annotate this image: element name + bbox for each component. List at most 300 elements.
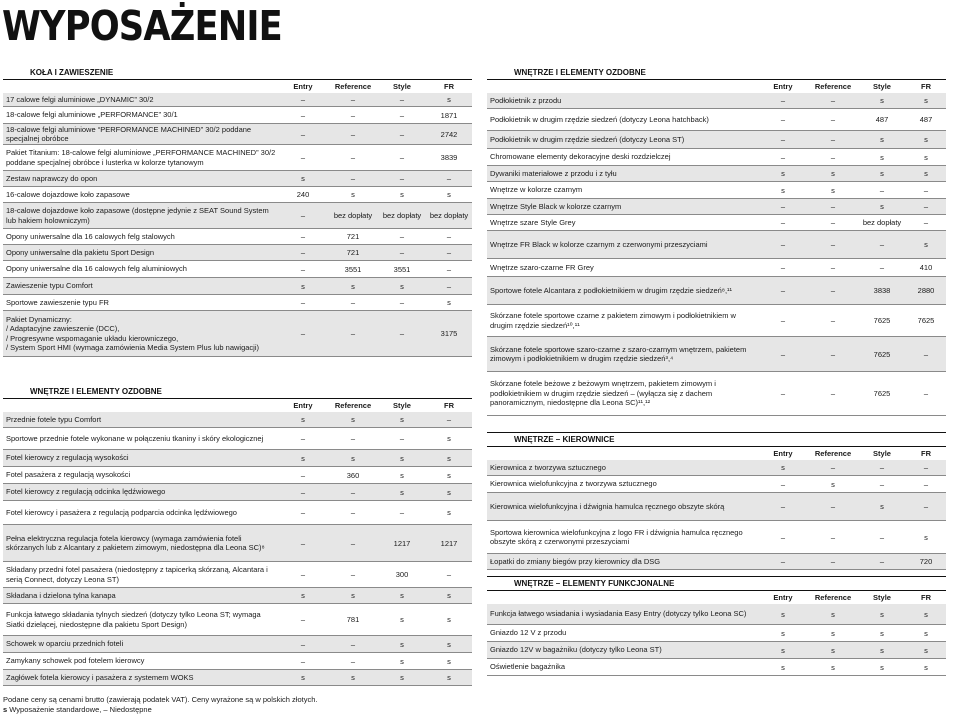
row-value-reference: s xyxy=(831,479,835,489)
table-row xyxy=(3,428,472,450)
row-value-style: – xyxy=(879,557,885,566)
row-value-reference: 360 xyxy=(346,470,360,480)
row-value-entry: – xyxy=(300,264,306,274)
column-header-style: Style xyxy=(873,449,891,458)
column-header-spacer xyxy=(487,80,758,93)
row-label: Pełna elektryczna regulacja fotela kierowcy (wymaga zamówienia foteli skórzanych lub z Alcantary z pakietem zimowym, niedostępna dla Leona SC)⁸ xyxy=(6,533,265,552)
table-row xyxy=(3,450,472,467)
row-value-reference: s xyxy=(831,628,835,638)
row-value-reference: s xyxy=(831,609,835,619)
row-value-fr: – xyxy=(446,570,452,579)
row-value-fr: 2880 xyxy=(917,286,935,295)
row-value-fr: – xyxy=(923,218,929,227)
row-value-entry: – xyxy=(300,211,306,220)
section-title-kolo: KOŁA I ZAWIESZENIE xyxy=(3,66,472,80)
row-value-reference: – xyxy=(350,538,356,548)
row-value-fr: – xyxy=(446,232,452,241)
table-row xyxy=(487,476,946,493)
section-title-kierownice: WNĘTRZE – KIEROWNICE xyxy=(487,432,946,447)
row-label: 16-calowe dojazdowe koło zapasowe xyxy=(6,189,130,199)
row-value-reference: – xyxy=(830,202,836,211)
table-row xyxy=(487,277,946,305)
row-value-style: s xyxy=(400,470,404,480)
row-label: Funkcja łatwego wsiadania i wysiadania Easy Entry (dotyczy tylko Leona SC) xyxy=(490,609,747,619)
table-row xyxy=(487,554,946,570)
row-value-entry: s xyxy=(781,645,785,655)
column-header-row xyxy=(487,447,946,460)
row-value-reference: bez dopłaty xyxy=(333,211,373,220)
column-header-spacer xyxy=(3,80,278,93)
row-value-style: s xyxy=(400,639,404,649)
row-value-fr: 3175 xyxy=(440,329,458,338)
row-value-style: s xyxy=(880,135,884,144)
row-value-fr: 410 xyxy=(919,263,933,272)
row-value-style: 7625 xyxy=(873,349,891,359)
table-row xyxy=(3,124,472,145)
row-value-style: – xyxy=(399,129,405,139)
row-label: Kierownica wielofunkcyjna i dźwignia hamulca ręcznego obszyte skórą xyxy=(490,501,725,511)
row-value-fr: s xyxy=(924,609,928,619)
column-header-fr: FR xyxy=(444,82,454,91)
row-label: Sportowe przednie fotele wykonane w połączeniu tkaniny i skóry ekologicznej xyxy=(6,433,264,443)
column-header-reference: Reference xyxy=(334,401,372,410)
row-value-entry: – xyxy=(780,349,786,359)
row-value-fr: s xyxy=(447,453,451,463)
row-value-reference: s xyxy=(351,190,355,199)
row-label: Składana i dzielona tylna kanapa xyxy=(6,590,116,600)
row-value-reference: – xyxy=(350,508,356,517)
row-label: Łopatki do zmiany biegów przy kierownicy dla DSG xyxy=(490,556,661,566)
column-header-entry: Entry xyxy=(773,593,793,602)
row-value-fr: s xyxy=(447,487,451,497)
row-value-fr: – xyxy=(446,264,452,274)
row-value-style: s xyxy=(400,591,404,600)
row-value-reference: – xyxy=(830,557,836,566)
row-value-fr: – xyxy=(446,248,452,257)
table-row xyxy=(3,636,472,653)
row-value-entry: 240 xyxy=(296,190,310,199)
column-header-fr: FR xyxy=(921,593,931,602)
row-value-reference: – xyxy=(350,298,356,307)
row-value-entry: – xyxy=(300,470,306,480)
row-value-style: s xyxy=(400,656,404,666)
row-value-entry: – xyxy=(780,263,786,272)
row-value-entry: – xyxy=(300,508,306,517)
row-value-fr: 1871 xyxy=(440,110,458,120)
row-value-entry: – xyxy=(780,218,786,227)
left-column-lower xyxy=(3,385,472,686)
table-row xyxy=(487,493,946,521)
row-value-entry: – xyxy=(780,286,786,295)
table-row xyxy=(3,229,472,245)
row-value-fr: s xyxy=(924,628,928,638)
row-value-entry: – xyxy=(300,639,306,649)
row-label: 18-calowe felgi aluminiowe “PERFORMANCE MACHINED” 30/2 poddane specjalnej obróbce xyxy=(6,124,252,143)
right-column xyxy=(487,66,946,416)
row-value-reference: – xyxy=(830,316,836,325)
row-value-entry: – xyxy=(780,152,786,162)
row-value-entry: s xyxy=(301,415,305,424)
column-header-style: Style xyxy=(873,593,891,602)
row-value-style: s xyxy=(880,662,884,672)
table-row xyxy=(3,203,472,229)
column-header-spacer xyxy=(487,591,758,604)
column-header-row xyxy=(487,80,946,93)
row-value-entry: s xyxy=(301,281,305,291)
row-label: Funkcja łatwego składania tylnych siedzeń (dotyczy tylko Leona ST; wymaga Siatki dzielącej, niedostępne dla pakietu Sport Design) xyxy=(6,610,261,629)
row-label: Opony uniwersalne dla 16 calowych felg aluminiowych xyxy=(6,264,187,274)
row-value-entry: – xyxy=(780,135,786,144)
row-value-entry: – xyxy=(780,316,786,325)
row-value-reference: – xyxy=(830,389,836,398)
row-value-entry: – xyxy=(300,329,306,338)
column-header-style: Style xyxy=(393,401,411,410)
table-row xyxy=(487,337,946,372)
table-row xyxy=(487,166,946,182)
row-value-fr: s xyxy=(447,508,451,517)
row-value-fr: – xyxy=(923,389,929,398)
section-title-wnetrze_lewe: WNĘTRZE I ELEMENTY OZDOBNE xyxy=(3,385,472,399)
column-header-entry: Entry xyxy=(773,449,793,458)
row-value-entry: – xyxy=(780,557,786,566)
table-row xyxy=(3,562,472,588)
row-value-entry: s xyxy=(781,185,785,195)
row-value-reference: – xyxy=(830,218,836,227)
table-row xyxy=(487,149,946,166)
table-row xyxy=(3,412,472,428)
row-value-style: s xyxy=(400,453,404,463)
row-value-entry: – xyxy=(300,434,306,443)
row-label: 17 calowe felgi aluminiowe „DYNAMIC” 30/2 xyxy=(6,94,154,104)
row-value-fr: – xyxy=(923,502,929,511)
column-header-style: Style xyxy=(393,82,411,91)
row-value-fr: s xyxy=(447,95,451,104)
column-header-row xyxy=(3,80,472,93)
left-column xyxy=(3,66,472,357)
row-value-entry: – xyxy=(780,240,786,249)
row-value-reference: 721 xyxy=(346,248,360,257)
column-header-row xyxy=(487,591,946,604)
row-label: Zamykany schowek pod fotelem kierowcy xyxy=(6,656,145,666)
row-value-fr: s xyxy=(447,470,451,480)
row-label: Fotel kierowcy z regulacją odcinka lędźwiowego xyxy=(6,487,166,497)
footer xyxy=(3,695,317,715)
row-value-style: s xyxy=(880,502,884,511)
row-value-reference: s xyxy=(831,645,835,655)
row-value-reference: – xyxy=(350,129,356,139)
row-value-entry: – xyxy=(780,115,786,124)
row-value-entry: – xyxy=(300,538,306,548)
row-label: Składany przedni fotel pasażera (niedostępny z tapicerką skórzaną, Alcantara i serią Connect, dotyczy Leona ST) xyxy=(6,565,268,584)
row-label: 18-calowe dojazdowe koło zapasowe (dostępne jedynie z SEAT Sound System lub hakiem holowniczym) xyxy=(6,206,269,225)
row-value-entry: s xyxy=(301,453,305,463)
row-value-entry: – xyxy=(300,248,306,257)
page-title: WYPOSAŻENIE xyxy=(2,2,282,50)
row-value-fr: s xyxy=(924,96,928,105)
row-value-style: s xyxy=(400,487,404,497)
row-value-entry: – xyxy=(780,532,786,542)
table-row xyxy=(487,199,946,215)
row-label: Skórzane fotele sportowe czarne z pakietem zimowym i podłokietnikiem w drugim rzędzie siedzeń¹⁰,¹¹ xyxy=(490,311,736,330)
row-label: Kierownica wielofunkcyjna z tworzywa sztucznego xyxy=(490,479,657,489)
row-value-style: – xyxy=(399,95,405,104)
row-label: Sportowe fotele Alcantara z podłokietnikiem w drugim rzędzie siedzeń⁸,¹¹ xyxy=(490,285,733,295)
table-row xyxy=(487,460,946,476)
row-label: Kierownica z tworzywa sztucznego xyxy=(490,462,606,472)
row-value-style: 487 xyxy=(875,115,889,124)
row-value-fr: s xyxy=(447,298,451,307)
row-value-style: 7625 xyxy=(873,389,891,398)
row-value-fr: 720 xyxy=(919,557,933,566)
row-value-style: 3551 xyxy=(393,264,411,274)
table-row xyxy=(487,659,946,676)
row-value-reference: – xyxy=(350,329,356,338)
row-value-entry: – xyxy=(300,487,306,497)
row-value-style: bez dopłaty xyxy=(862,218,902,227)
footer-legend-text: Wyposażenie standardowe, – Niedostępne xyxy=(7,705,152,714)
table-row xyxy=(487,93,946,109)
table-row xyxy=(3,261,472,278)
row-value-reference: s xyxy=(831,185,835,195)
row-label: 18-calowe felgi aluminiowe „PERFORMANCE” 30/1 xyxy=(6,110,178,120)
row-value-entry: s xyxy=(301,174,305,183)
footer-legend-s: s xyxy=(3,705,8,714)
row-value-fr: s xyxy=(924,135,928,144)
table-row xyxy=(3,278,472,295)
table-row xyxy=(3,187,472,203)
row-value-fr: 487 xyxy=(919,115,933,124)
row-value-style: – xyxy=(879,263,885,272)
row-label: Wnętrze Style Black w kolorze czarnym xyxy=(490,201,622,211)
row-value-style: s xyxy=(880,628,884,638)
table-row xyxy=(487,372,946,416)
right-column-steering xyxy=(487,432,946,570)
row-value-entry: – xyxy=(300,298,306,307)
row-label: Gniazdo 12V w bagażniku (dotyczy tylko Leona ST) xyxy=(490,645,662,655)
row-value-style: bez dopłaty xyxy=(382,211,422,220)
row-value-entry: – xyxy=(780,202,786,211)
row-value-style: s xyxy=(880,96,884,105)
row-value-reference: s xyxy=(351,673,355,682)
table-row xyxy=(3,93,472,107)
table-row xyxy=(487,131,946,149)
row-value-style: – xyxy=(879,185,885,195)
row-label: Pakiet Titanium: 18-calowe felgi aluminiowe „PERFORMANCE MACHINED” 30/2 poddane specjalnej obróbce i lusterka w kolorze tytanowym xyxy=(6,148,276,167)
row-value-reference: – xyxy=(830,115,836,124)
row-value-fr: s xyxy=(924,240,928,249)
row-value-fr: 2742 xyxy=(440,129,458,139)
row-value-reference: – xyxy=(350,639,356,649)
row-value-style: – xyxy=(399,110,405,120)
row-value-style: s xyxy=(400,673,404,682)
row-value-style: s xyxy=(880,152,884,162)
row-value-reference: – xyxy=(350,110,356,120)
row-value-reference: – xyxy=(350,95,356,104)
row-value-entry: – xyxy=(300,95,306,104)
row-value-reference: – xyxy=(830,240,836,249)
row-value-entry: s xyxy=(781,463,785,472)
row-label: Wnętrze FR Black w kolorze czarnym z czerwonymi przeszyciami xyxy=(490,239,708,249)
row-value-fr: s xyxy=(447,673,451,682)
right-column-functional xyxy=(487,576,946,676)
row-label: Sportowe zawieszenie typu FR xyxy=(6,297,109,307)
row-value-fr: s xyxy=(447,434,451,443)
row-value-fr: bez dopłaty xyxy=(429,211,469,220)
row-value-entry: s xyxy=(301,591,305,600)
row-value-reference: – xyxy=(830,135,836,144)
row-value-style: s xyxy=(400,615,404,624)
column-header-style: Style xyxy=(873,82,891,91)
row-value-style: – xyxy=(399,153,405,162)
row-label: Opony uniwersalne dla 16 calowych felg stalowych xyxy=(6,231,175,241)
row-value-entry: – xyxy=(780,96,786,105)
row-label: Opony uniwersalne dla pakietu Sport Design xyxy=(6,247,155,257)
column-header-reference: Reference xyxy=(814,449,852,458)
footer-legend xyxy=(3,705,317,715)
table-row xyxy=(487,109,946,131)
row-label: Podłokietnik w drugim rzędzie siedzeń (dotyczy Leona hatchback) xyxy=(490,114,709,124)
row-value-entry: – xyxy=(300,129,306,139)
table-row xyxy=(3,525,472,562)
table-row xyxy=(487,259,946,277)
table-row xyxy=(3,501,472,525)
row-value-entry: s xyxy=(781,169,785,178)
row-value-style: s xyxy=(880,202,884,211)
row-value-style: s xyxy=(400,190,404,199)
column-header-spacer xyxy=(3,399,278,412)
row-value-reference: – xyxy=(830,349,836,359)
row-value-style: – xyxy=(399,508,405,517)
row-label: Schowek w oparciu przednich foteli xyxy=(6,639,124,649)
row-value-reference: s xyxy=(831,169,835,178)
row-value-reference: s xyxy=(351,415,355,424)
row-value-reference: – xyxy=(830,96,836,105)
table-row xyxy=(487,231,946,259)
table-row xyxy=(3,484,472,501)
column-header-reference: Reference xyxy=(814,593,852,602)
row-value-reference: – xyxy=(350,174,356,183)
row-value-reference: – xyxy=(350,656,356,666)
row-value-entry: s xyxy=(781,662,785,672)
column-header-entry: Entry xyxy=(293,82,313,91)
row-label: Skórzane fotele beżowe z beżowym wnętrzem, pakietem zimowym i podłokietnikiem w drugim rzędzie siedzeń – (wyłącza się z dachem panoramicznym, niedostępne dla Leona SC)¹¹,¹² xyxy=(490,379,716,408)
row-value-style: – xyxy=(399,248,405,257)
row-label: Przednie fotele typu Comfort xyxy=(6,414,102,424)
column-header-spacer xyxy=(487,447,758,460)
footer-price-note: Podane ceny są cenami brutto (zawierają podatek VAT). Ceny wyrażone są w polskich złotych. xyxy=(3,695,318,704)
row-value-reference: 721 xyxy=(346,232,360,241)
table-row xyxy=(487,215,946,231)
row-value-reference: – xyxy=(350,434,356,443)
row-value-reference: – xyxy=(350,570,356,579)
row-value-fr: – xyxy=(446,415,452,424)
row-value-style: 7625 xyxy=(873,316,891,325)
column-header-row xyxy=(3,399,472,412)
row-value-fr: – xyxy=(923,349,929,359)
row-label: Podłokietnik z przodu xyxy=(490,95,562,105)
table-row xyxy=(3,245,472,261)
row-label: Fotel kierowcy i pasażera z regulacją podparcia odcinka lędźwiowego xyxy=(6,507,237,517)
row-value-entry: – xyxy=(300,615,306,624)
row-value-fr: – xyxy=(923,185,929,195)
row-value-style: – xyxy=(879,240,885,249)
column-header-reference: Reference xyxy=(334,82,372,91)
row-value-entry: – xyxy=(300,570,306,579)
row-value-reference: 3551 xyxy=(344,264,362,274)
table-row xyxy=(487,305,946,337)
row-value-style: s xyxy=(880,169,884,178)
table-row xyxy=(487,182,946,199)
row-value-entry: s xyxy=(301,673,305,682)
row-value-fr: s xyxy=(447,615,451,624)
row-value-fr: – xyxy=(923,463,929,472)
table-row xyxy=(487,642,946,659)
table-row xyxy=(3,588,472,604)
row-label: Pakiet Dynamiczny: / Adaptacyjne zawieszenie (DCC), / Progresywne wspomaganie układu kierowniczego, / System Sport HMI (wymaga zamówienia Media System Plus lub nawigacji) xyxy=(6,314,260,352)
row-value-reference: – xyxy=(830,152,836,162)
row-value-entry: – xyxy=(300,232,306,241)
column-header-fr: FR xyxy=(921,82,931,91)
row-label: Podłokietnik w drugim rzędzie siedzeń (dotyczy Leona ST) xyxy=(490,134,685,144)
section-title-wnetrze_prawe: WNĘTRZE I ELEMENTY OZDOBNE xyxy=(487,66,946,80)
row-value-entry: – xyxy=(780,502,786,511)
row-value-reference: s xyxy=(351,453,355,463)
row-label: Wnętrze szare Style Grey xyxy=(490,217,576,227)
table-row xyxy=(3,653,472,670)
row-value-style: s xyxy=(880,645,884,655)
row-value-reference: – xyxy=(830,463,836,472)
row-value-entry: s xyxy=(781,609,785,619)
row-value-entry: – xyxy=(780,389,786,398)
row-value-style: 300 xyxy=(395,570,409,579)
row-value-style: s xyxy=(400,281,404,291)
table-row xyxy=(3,311,472,357)
row-value-style: – xyxy=(879,532,885,542)
row-value-fr: s xyxy=(447,656,451,666)
row-value-reference: s xyxy=(351,591,355,600)
table-row xyxy=(487,625,946,642)
row-value-style: 1217 xyxy=(393,538,411,548)
row-label: Dywaniki materiałowe z przodu i z tyłu xyxy=(490,168,617,178)
column-header-reference: Reference xyxy=(814,82,852,91)
row-value-style: – xyxy=(399,232,405,241)
row-value-reference: – xyxy=(830,502,836,511)
row-value-style: – xyxy=(879,479,885,489)
row-label: Wnętrze szaro-czarne FR Grey xyxy=(490,262,594,272)
row-value-fr: s xyxy=(924,169,928,178)
row-value-reference: 781 xyxy=(346,615,360,624)
row-value-fr: s xyxy=(924,645,928,655)
row-label: Zawieszenie typu Comfort xyxy=(6,281,93,291)
row-label: Chromowane elementy dekoracyjne deski rozdzielczej xyxy=(490,152,671,162)
row-value-entry: – xyxy=(300,656,306,666)
table-row xyxy=(3,295,472,311)
row-value-entry: – xyxy=(300,153,306,162)
row-value-reference: – xyxy=(830,286,836,295)
row-value-fr: – xyxy=(446,281,452,291)
row-value-style: – xyxy=(399,329,405,338)
row-label: Sportowa kierownica wielofunkcyjna z logo FR i dźwignia hamulca ręcznego obszyte skórą z czerwonymi przeszyciami xyxy=(490,527,743,546)
row-value-fr: s xyxy=(924,662,928,672)
table-row xyxy=(487,521,946,554)
row-value-style: 3838 xyxy=(873,286,891,295)
row-label: Gniazdo 12 V z przodu xyxy=(490,628,567,638)
row-value-reference: – xyxy=(830,263,836,272)
row-value-fr: – xyxy=(446,174,452,183)
row-value-fr: 3839 xyxy=(440,153,458,162)
row-value-reference: s xyxy=(351,281,355,291)
row-label: Fotel pasażera z regulacją wysokości xyxy=(6,470,131,480)
